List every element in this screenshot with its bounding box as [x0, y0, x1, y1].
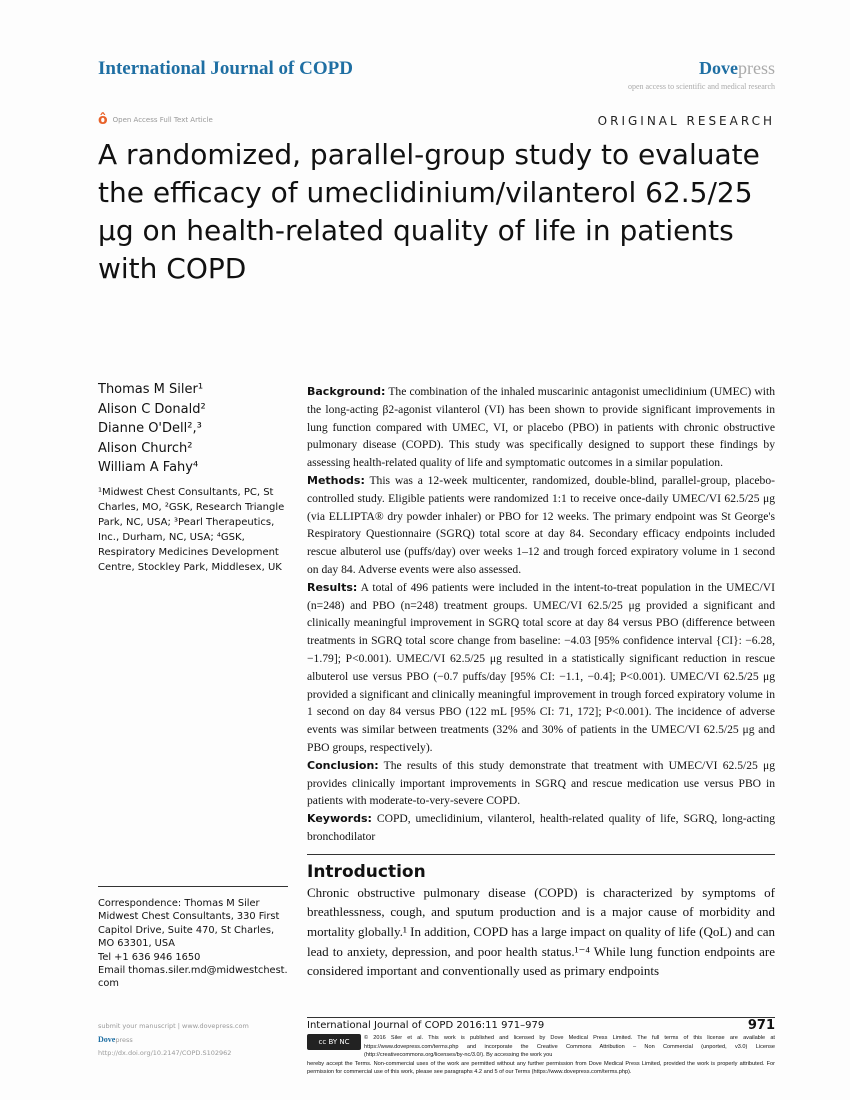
license-text: © 2016 Siler et al. This work is published and licensed by Dove Medical Press Limited. The full terms of this license are available at https://www.dovepress.com/terms.php and incorporate the Creative Commons Attribution – Non Commercial (unported, v3.0) License (http://creativecommons.org/licenses/by-nc/3.0/). By accessing the work you — [364, 1035, 775, 1059]
abstract-keywords — [307, 810, 775, 846]
correspondence-address: Midwest Chest Consultants, 330 First Capitol Drive, Suite 470, St Charles, MO 63301, USA — [98, 911, 280, 950]
abstract-background — [307, 383, 775, 472]
introduction-heading: Introduction — [307, 861, 426, 882]
abstract-text: COPD, umeclidinium, vilanterol, health-related quality of life, SGRQ, long-acting bronchodilator — [307, 812, 775, 843]
author: William A Fahy⁴ — [98, 460, 199, 475]
doi-link[interactable]: http://dx.doi.org/10.2147/COPD.S102962 — [98, 1049, 232, 1057]
abstract-label: Keywords: — [307, 812, 372, 826]
cc-license-icon: cc BY NC — [307, 1034, 361, 1050]
publisher-main: Dove — [98, 1035, 116, 1044]
abstract-text: This was a 12-week multicenter, randomized, double-blind, parallel-group, placebo-controlled study. Eligible patients were randomized 1:1 to receive once-daily UMEC/VI 62.5/25 μg (via ELLIPTA® dry powder inhaler) or PBO for 12 weeks. The primary endpoint was St George's Respiratory Questionnaire (SGRQ) total score at day 84. Secondary efficacy endpoints included rescue albuterol use (puffs/day) over weeks 1–12 and trough forced expiratory volume in 1 second on day 84. Adverse events were also assessed. — [307, 473, 775, 576]
correspondence-email: Email thomas.siler.md@midwestchest.com — [98, 965, 288, 990]
abstract-results — [307, 579, 775, 757]
author-list — [98, 380, 206, 478]
license-block — [307, 1034, 775, 1077]
open-lock-icon: ô — [98, 112, 108, 128]
citation: International Journal of COPD 2016:11 971–979 — [307, 1020, 545, 1031]
abstract-conclusion — [307, 757, 775, 810]
publisher-logo — [699, 58, 775, 79]
abstract-label: Conclusion: — [307, 758, 379, 772]
footer-left — [98, 1020, 249, 1060]
footer-divider — [307, 1017, 775, 1018]
open-access-text: Open Access Full Text Article — [112, 116, 213, 124]
correspondence-divider — [98, 886, 288, 887]
open-access-label — [98, 112, 213, 128]
article-type: ORIGINAL RESEARCH — [597, 114, 775, 128]
author: Dianne O'Dell²,³ — [98, 421, 202, 436]
abstract-text: A total of 496 patients were included in the intent-to-treat population in the UMEC/VI (n=248) and PBO (n=248) treatment groups. UMEC/VI 62.5/25 μg provided a significant and clinically meaningful improvement in SGRQ total score at day 84 versus PBO (difference between treatments in SGRQ total score change from baseline: −4.03 [95% confidence interval {CI}: −6.28, −1.79]; P<0.001). UMEC/VI 62.5/25 μg resulted in a statistically significant reduction in rescue albuterol use versus PBO (−0.7 puffs/day [95% CI: −1.1, −0.4]; P<0.001). UMEC/VI 62.5/25 μg provided a significant and clinically meaningful improvement in trough forced expiratory volume in 1 second on day 84 versus PBO (122 mL [95% CI: 71, 172]; P<0.001). The incidence of adverse events was similar between treatments (32% and 30% of patients in the UMEC/VI 62.5/25 μg and PBO groups, respectively). — [307, 580, 775, 754]
footer-publisher — [98, 1033, 249, 1047]
abstract-methods — [307, 472, 775, 579]
submit-link[interactable]: submit your manuscript | www.dovepress.com — [98, 1022, 249, 1030]
abstract-text: The results of this study demonstrate that treatment with UMEC/VI 62.5/25 μg provides clinically important improvements in SGRQ and rescue medication use versus PBO in patients with moderate-to-very-severe COPD. — [307, 758, 775, 808]
article-title: A randomized, parallel-group study to evaluate the efficacy of umeclidinium/vilanterol 62.5/25 μg on health-related quality of life in patients with COPD — [98, 138, 760, 285]
license-text-continued: hereby accept the Terms. Non-commercial uses of the work are permitted without any further permission from Dove Medical Press Limited, provided the work is properly attributed. For permission for commercial use of this work, please see paragraphs 4.2 and 5 of our Terms (https://www.dovepress.com/terms.php). — [307, 1060, 775, 1076]
correspondence-phone: Tel +1 636 946 1650 — [98, 951, 201, 963]
affiliations: ¹Midwest Chest Consultants, PC, St Charles, MO, ²GSK, Research Triangle Park, NC, USA; ³Pearl Therapeutics, Inc., Durham, NC, USA; ⁴GSK, Respiratory Medicines Development Centre, Stockley Park, Middlesex, UK — [98, 487, 285, 573]
abstract-divider — [307, 854, 775, 855]
abstract-text: The combination of the inhaled muscarinic antagonist umeclidinium (UMEC) with the long-acting β2-agonist vilanterol (VI) has been shown to provide significant improvements in lung function compared with UMEC, VI, or placebo (PBO) in patients with chronic obstructive pulmonary disease (COPD). This study was specifically designed to support these findings by assessing health-related quality of life and symptomatic outcomes in a similar population. — [307, 385, 775, 470]
author: Alison C Donald² — [98, 401, 206, 417]
publisher-main: Dove — [699, 58, 738, 78]
author: Alison Church² — [98, 440, 193, 456]
publisher-rest: press — [738, 58, 775, 78]
publisher-rest: press — [115, 1036, 133, 1044]
journal-name: International Journal of COPD — [98, 58, 353, 79]
license-row — [307, 1034, 775, 1060]
page-number: 971 — [747, 1018, 775, 1033]
correspondence-name: Correspondence: Thomas M Siler — [98, 898, 260, 909]
abstract-label: Background: — [307, 385, 386, 398]
publisher-tagline: open access to scientific and medical research — [627, 82, 775, 91]
abstract-label: Results: — [307, 580, 358, 594]
main-column — [307, 383, 775, 981]
abstract-label: Methods: — [307, 473, 365, 487]
correspondence — [98, 897, 290, 991]
author: Thomas M Siler¹ — [98, 382, 204, 397]
introduction-text: Chronic obstructive pulmonary disease (COPD) is characterized by symptoms of breathlessness, cough, and sputum production and is a major cause of morbidity and mortality globally.¹ In addition, COPD has a large impact on quality of life (QoL) and can lead to anxiety, depression, and poor health status.¹⁻⁴ While lung function endpoints are considered important and conventionally used as primary endpoints — [307, 884, 775, 979]
abstract — [307, 383, 775, 846]
